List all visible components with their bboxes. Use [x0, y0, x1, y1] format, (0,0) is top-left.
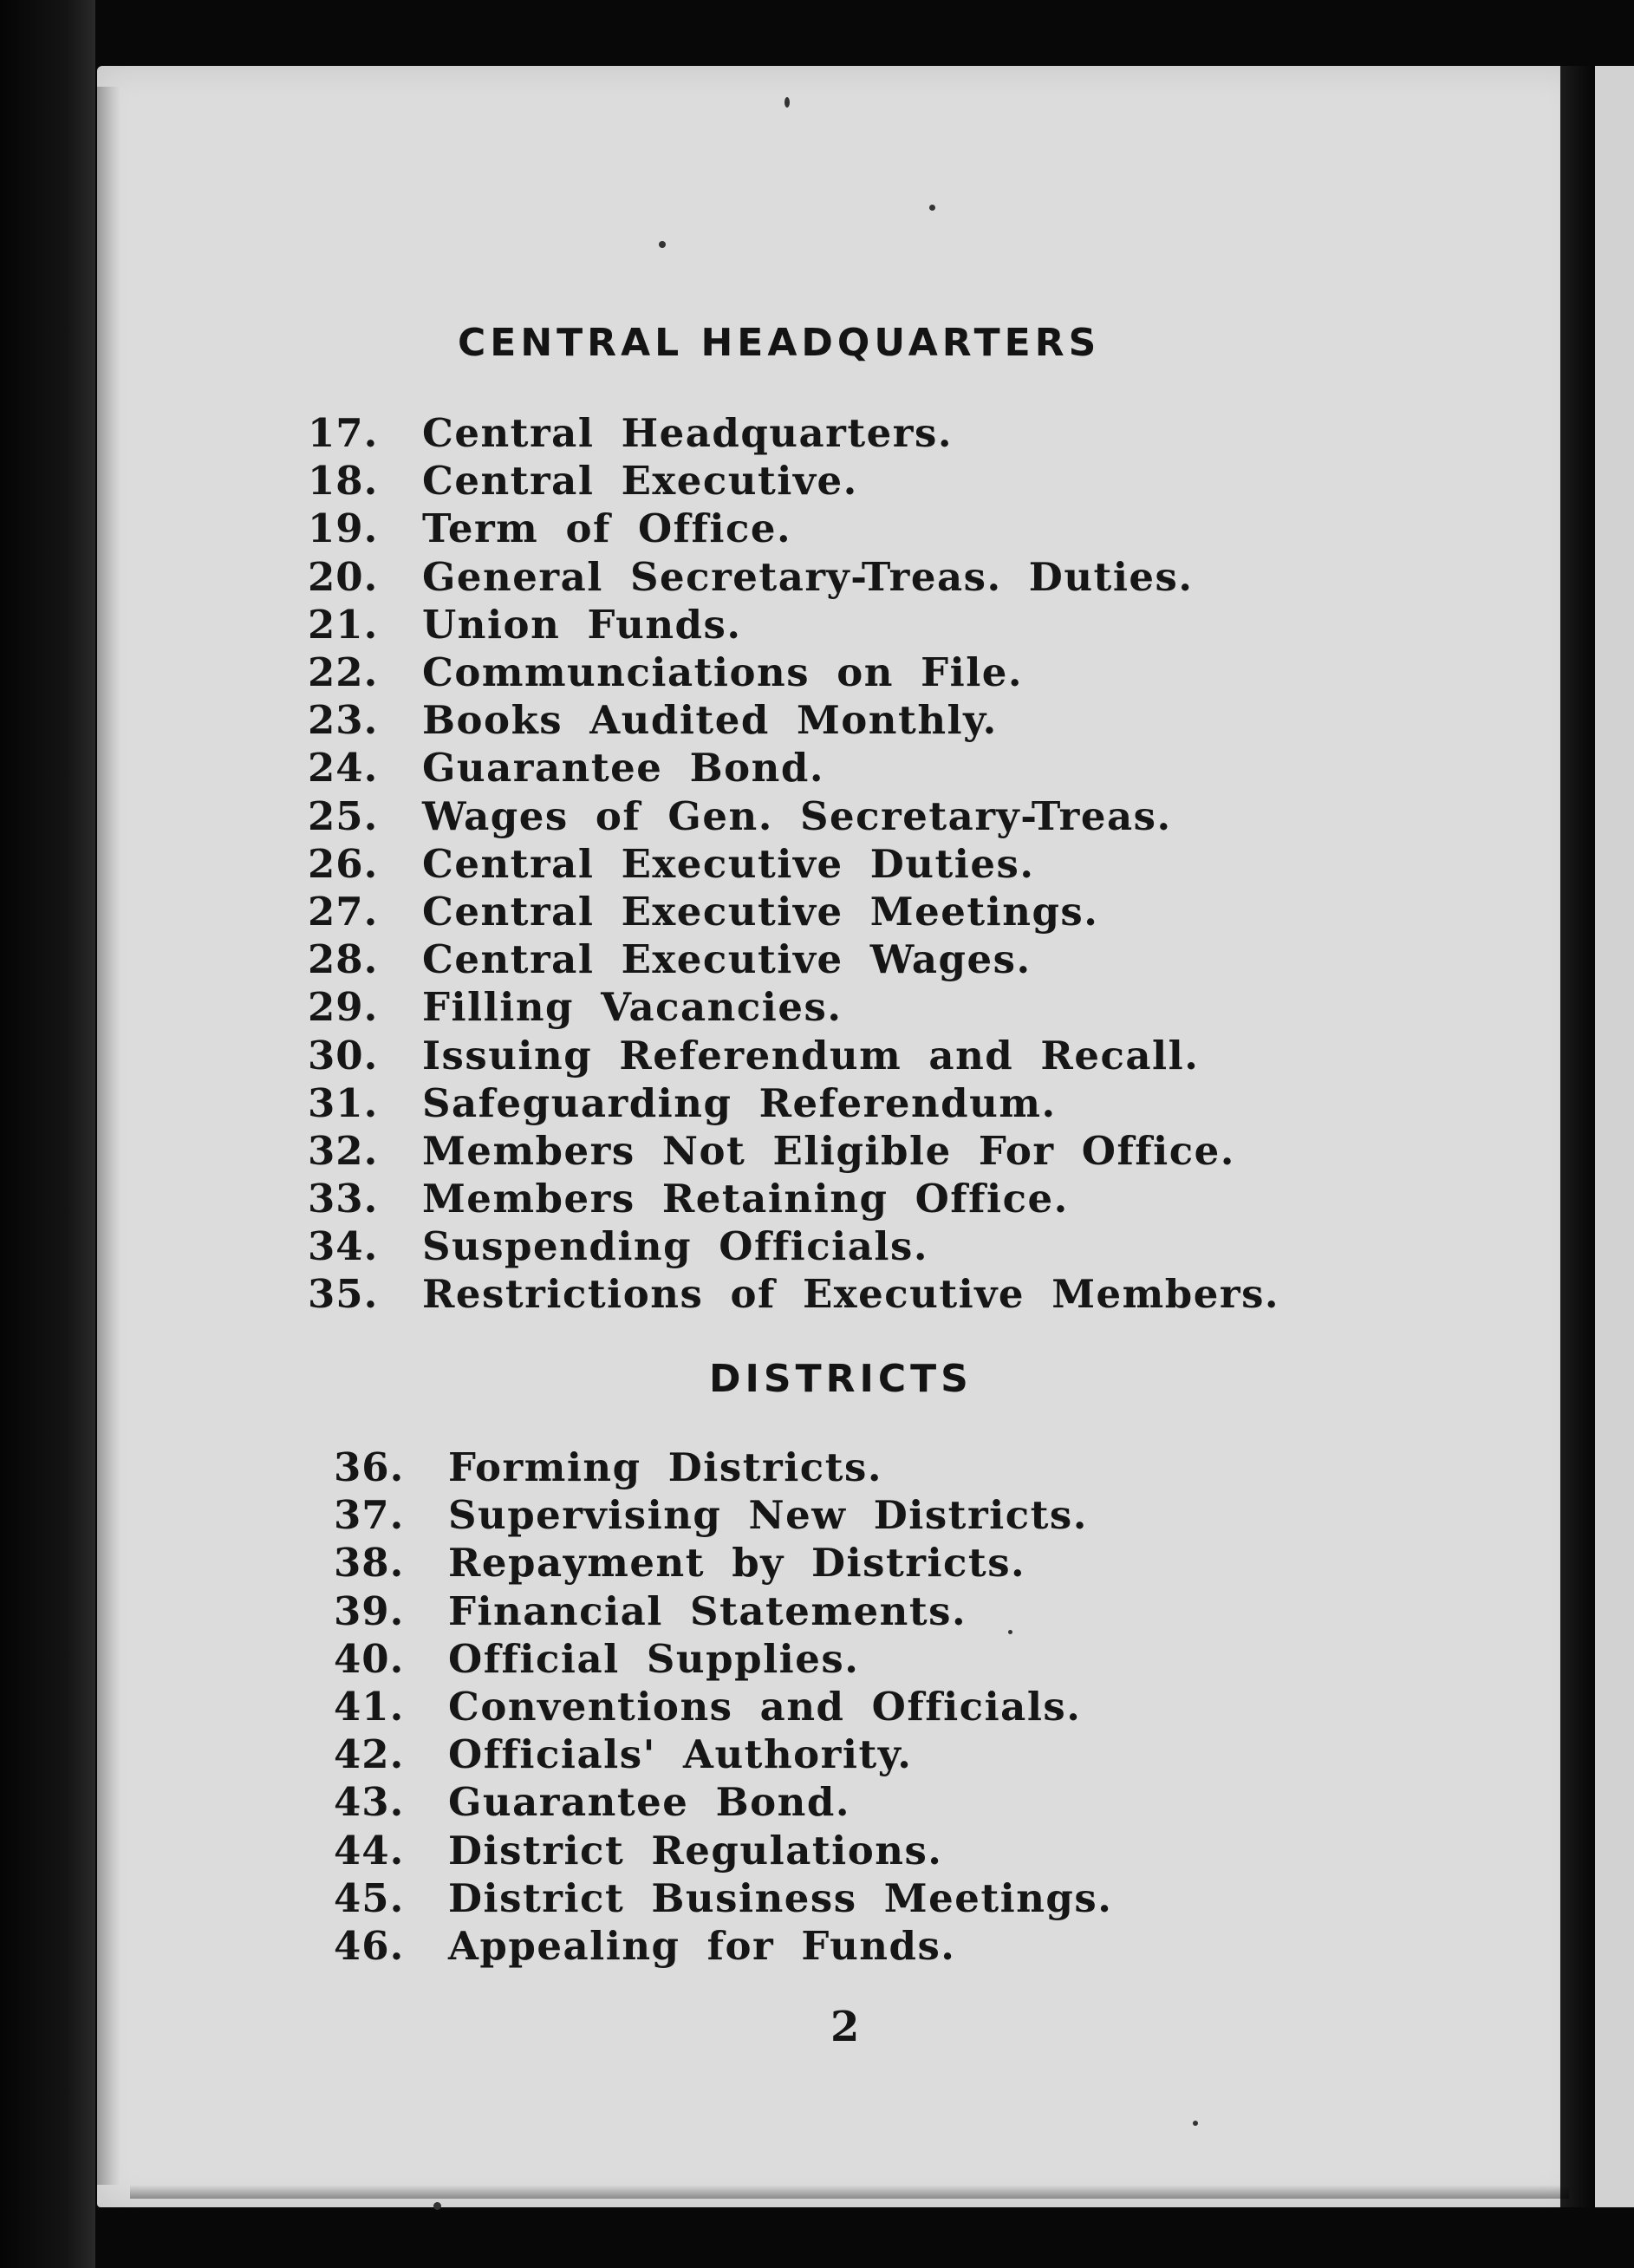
toc-entry-label: Suspending Officials.	[422, 1223, 929, 1270]
scan-speck	[1193, 2121, 1198, 2126]
toc-entry-label: Books Audited Monthly.	[422, 697, 998, 744]
toc-entry-number: 42.	[334, 1731, 405, 1778]
toc-entry-label: Supervising New Districts.	[448, 1492, 1088, 1539]
toc-entry	[308, 935, 1279, 983]
toc-entry	[308, 840, 1279, 888]
toc-entry	[308, 457, 1279, 505]
toc-entry	[308, 1175, 1279, 1222]
toc-entry-label: Guarantee Bond.	[448, 1779, 850, 1826]
toc-entry-number: 17.	[308, 410, 379, 457]
section-title-districts: DISTRICTS	[709, 1357, 973, 1401]
toc-entry	[308, 1270, 1279, 1318]
toc-entry	[308, 983, 1279, 1031]
toc-entry-label: Members Not Eligible For Office.	[422, 1127, 1235, 1174]
toc-list-central-headquarters	[308, 409, 1279, 1319]
toc-entry-label: Safeguarding Referendum.	[422, 1079, 1057, 1126]
toc-entry-number: 39.	[334, 1587, 405, 1634]
page-number: 2	[830, 2003, 860, 2051]
toc-entry-label: District Business Meetings.	[448, 1874, 1113, 1921]
scan-speck	[433, 2202, 441, 2210]
toc-entry-label: Wages of Gen. Secretary-Treas.	[422, 792, 1172, 839]
toc-entry	[308, 1222, 1279, 1270]
toc-entry	[308, 505, 1279, 552]
toc-entry-number: 24.	[308, 745, 379, 792]
toc-entry	[308, 1031, 1279, 1079]
toc-entry-label: Restrictions of Executive Members.	[422, 1271, 1280, 1318]
toc-entry	[308, 1127, 1279, 1175]
toc-entry-label: Central Executive Wages.	[422, 936, 1032, 983]
toc-entry-number: 26.	[308, 840, 379, 887]
toc-entry	[334, 1827, 1112, 1874]
toc-entry-number: 40.	[334, 1635, 405, 1682]
toc-entry-label: Central Executive Duties.	[422, 840, 1035, 887]
toc-entry-number: 30.	[308, 1032, 379, 1079]
toc-entry-number: 31.	[308, 1079, 379, 1126]
toc-entry-number: 27.	[308, 888, 379, 935]
scan-speck	[659, 241, 666, 248]
toc-entry-number: 25.	[308, 792, 379, 839]
toc-entry	[308, 1079, 1279, 1127]
toc-entry	[308, 696, 1279, 744]
toc-entry-label: General Secretary-Treas. Duties.	[422, 553, 1194, 600]
section-title-central-headquarters: CENTRAL HEADQUARTERS	[458, 321, 1101, 365]
toc-entry	[308, 744, 1279, 792]
toc-entry-number: 37.	[334, 1492, 405, 1539]
toc-entry-label: Members Retaining Office.	[422, 1176, 1069, 1222]
scan-speck	[929, 205, 935, 211]
toc-entry-label: Guarantee Bond.	[422, 745, 824, 792]
toc-entry	[308, 792, 1279, 840]
toc-entry-label: Communciations on File.	[422, 649, 1024, 696]
toc-entry	[334, 1539, 1112, 1587]
toc-entry-label: Financial Statements.	[448, 1587, 967, 1634]
toc-entry	[308, 553, 1279, 601]
toc-entry	[334, 1683, 1112, 1730]
toc-list-districts	[334, 1444, 1112, 1970]
toc-entry-number: 23.	[308, 697, 379, 744]
toc-entry-number: 45.	[334, 1874, 405, 1921]
toc-entry-number: 35.	[308, 1271, 379, 1318]
toc-entry	[308, 888, 1279, 935]
toc-entry-label: Conventions and Officials.	[448, 1684, 1082, 1730]
toc-entry-label: Filling Vacancies.	[422, 984, 843, 1031]
toc-entry-label: Union Funds.	[422, 601, 742, 648]
toc-entry	[308, 409, 1279, 457]
toc-entry-label: Officials' Authority.	[448, 1731, 913, 1778]
toc-entry-number: 19.	[308, 505, 379, 552]
toc-entry-label: Forming Districts.	[448, 1444, 882, 1491]
toc-entry-number: 28.	[308, 936, 379, 983]
scan-speck	[784, 97, 790, 108]
toc-entry-label: Central Executive.	[422, 458, 858, 505]
toc-entry	[334, 1444, 1112, 1491]
toc-entry-number: 41.	[334, 1684, 405, 1730]
toc-entry-label: Appealing for Funds.	[448, 1922, 956, 1969]
toc-entry-number: 34.	[308, 1223, 379, 1270]
toc-entry-label: Term of Office.	[422, 505, 792, 552]
toc-entry-number: 32.	[308, 1127, 379, 1174]
toc-entry	[308, 648, 1279, 696]
scan-speck	[1008, 1630, 1012, 1634]
toc-entry	[308, 601, 1279, 648]
toc-entry-number: 21.	[308, 601, 379, 648]
toc-entry-number: 36.	[334, 1444, 405, 1491]
toc-entry	[334, 1874, 1112, 1922]
toc-entry-label: Issuing Referendum and Recall.	[422, 1032, 1200, 1079]
toc-entry	[334, 1778, 1112, 1826]
toc-entry-label: Central Headquarters.	[422, 410, 954, 457]
toc-entry-number: 22.	[308, 649, 379, 696]
toc-entry-label: Repayment by Districts.	[448, 1540, 1026, 1587]
toc-entry-number: 20.	[308, 553, 379, 600]
toc-entry	[334, 1922, 1112, 1970]
toc-entry-label: Official Supplies.	[448, 1635, 860, 1682]
toc-entry	[334, 1730, 1112, 1778]
toc-entry-number: 38.	[334, 1540, 405, 1587]
toc-entry	[334, 1491, 1112, 1539]
toc-entry-number: 18.	[308, 458, 379, 505]
toc-entry-number: 46.	[334, 1922, 405, 1969]
toc-entry-label: Central Executive Meetings.	[422, 888, 1099, 935]
toc-entry-number: 44.	[334, 1827, 405, 1874]
toc-entry-label: District Regulations.	[448, 1827, 943, 1874]
toc-entry-number: 33.	[308, 1176, 379, 1222]
toc-entry	[334, 1635, 1112, 1683]
toc-entry-number: 29.	[308, 984, 379, 1031]
toc-entry	[334, 1587, 1112, 1635]
toc-entry-number: 43.	[334, 1779, 405, 1826]
